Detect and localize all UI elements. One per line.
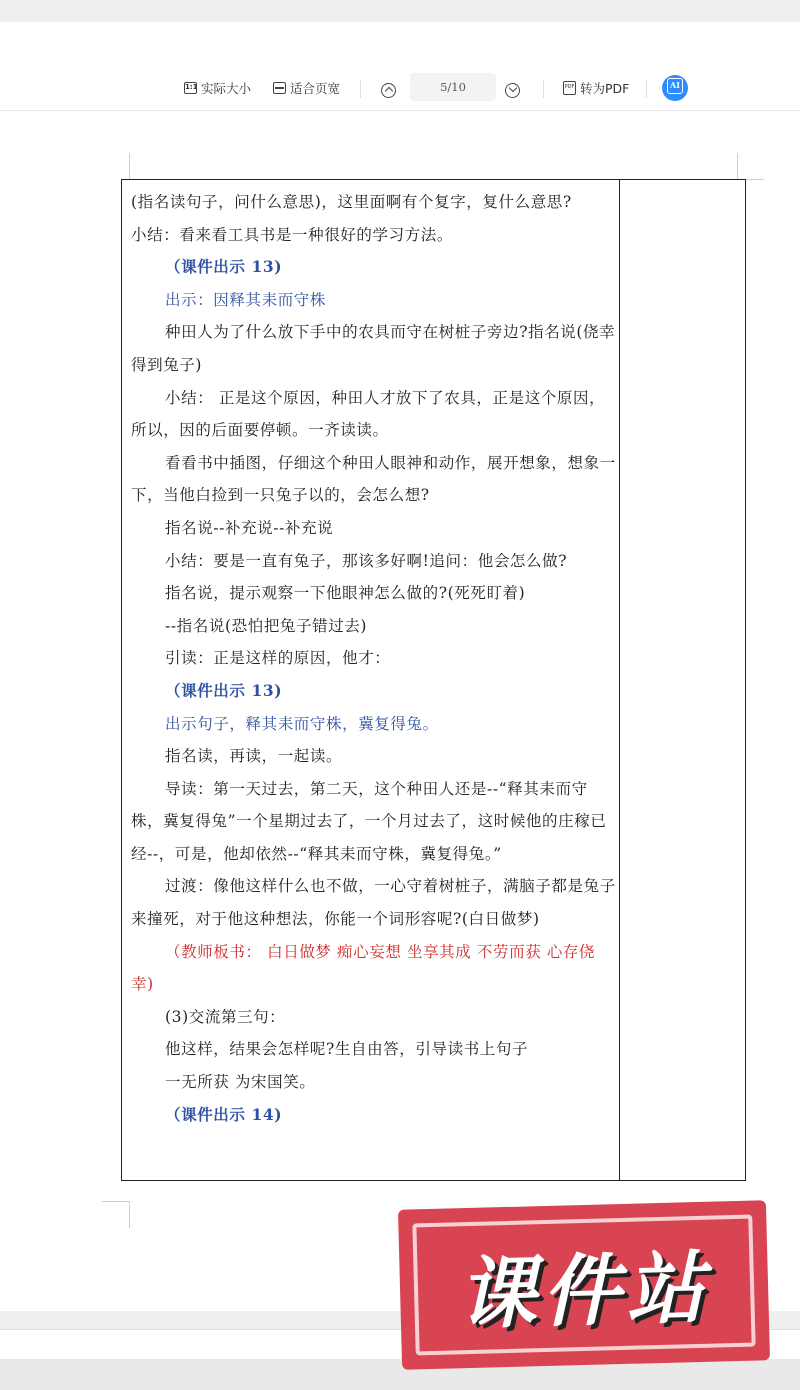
toolbar-divider	[646, 80, 647, 98]
teacher-board-note: （教师板书： 白日做梦 痴心妄想 坐享其成 不劳而获 心存侥幸)	[131, 942, 596, 994]
text-line: 小结：要是一直有兔子，那该多好啊!追问：他会怎么做?	[165, 551, 568, 570]
text-line: 他这样，结果会怎样呢?生自由答，引导读书上句子	[165, 1040, 529, 1059]
chevron-down-icon	[505, 83, 520, 98]
page-number-input[interactable]: 5/10	[410, 73, 496, 101]
tab-strip	[0, 22, 800, 67]
text-line: 指名说--补充说--补充说	[165, 518, 334, 537]
toolbar-divider	[543, 80, 544, 98]
text-line: (指名读句子，问什么意思)，这里面啊有个复字，复什么意思?	[131, 193, 572, 211]
watermark-text: 课件站	[457, 1243, 712, 1341]
page-corner-mark	[129, 1201, 130, 1228]
actual-size-button[interactable]	[184, 78, 251, 98]
text-line: 过渡：像他这样什么也不做，一心守着树桩子，满脑子都是兔子来撞死，对于他这种想法，你能一个词形容呢?(白日做梦)	[131, 877, 616, 929]
toolbar-divider	[360, 80, 361, 98]
lesson-content-cell	[131, 186, 617, 1131]
text-line: 指名读，再读，一起读。	[165, 747, 343, 766]
courseware-heading: （课件出示 14)	[165, 1104, 283, 1124]
ai-assistant-button[interactable]	[662, 75, 688, 101]
page-corner-mark	[737, 153, 738, 179]
courseware-heading: （课件出示 13)	[165, 257, 283, 277]
fit-width-icon	[273, 82, 286, 94]
page-corner-mark	[129, 153, 130, 179]
text-line: (3)交流第三句：	[165, 1007, 286, 1026]
actual-size-label: 实际大小	[201, 81, 252, 96]
chevron-up-icon	[381, 83, 396, 98]
text-line: 种田人为了什么放下手中的农具而守在树桩子旁边?指名说(侥幸得到兔子)	[131, 323, 616, 374]
text-line: 小结：看来看工具书是一种很好的学习方法。	[131, 225, 454, 244]
courseware-heading: （课件出示 13)	[165, 680, 283, 700]
prev-page-button[interactable]	[381, 80, 396, 100]
next-page-button[interactable]	[505, 80, 520, 100]
fit-width-label: 适合页宽	[290, 81, 341, 96]
table-column-divider	[619, 180, 620, 1180]
actual-size-icon: 1:1	[184, 82, 197, 94]
text-line: 引读：正是这样的原因，他才：	[165, 649, 391, 668]
convert-pdf-button[interactable]	[563, 78, 629, 98]
text-line: 看看书中插图，仔细这个种田人眼神和动作，展开想象，想象一下，当他白捡到一只兔子以的，会怎么想?	[131, 453, 616, 505]
taskbar-strip	[0, 1359, 800, 1390]
window-top-bar	[0, 0, 800, 22]
convert-pdf-label: 转为PDF	[580, 81, 630, 96]
text-line: 出示：因释其耒而守株	[165, 290, 327, 309]
text-line: 指名说，提示观察一下他眼神怎么做的?(死死盯着)	[165, 584, 526, 603]
pdf-icon: PDF	[563, 81, 576, 95]
text-line: 一无所获 为宋国笑。	[165, 1073, 316, 1092]
ai-icon: AI	[667, 78, 683, 94]
page-corner-mark	[102, 1201, 129, 1202]
watermark-stamp	[398, 1200, 770, 1370]
text-line: --指名说(恐怕把兔子错过去)	[165, 616, 368, 635]
fit-width-button[interactable]	[273, 78, 340, 98]
lesson-table	[121, 179, 746, 1181]
text-line: 小结： 正是这个原因，种田人才放下了农具，正是这个原因，所以，因的后面要停顿。一齐读读。	[131, 388, 606, 440]
text-line: 出示句子，释其耒而守株，冀复得兔。	[165, 714, 439, 733]
text-line: 导读：第一天过去，第二天，这个种田人还是--“释其耒而守株，冀复得兔”一个星期过去了，一个月过去了，这时候他的庄稼已经--，可是，他却依然--“释其耒而守株，冀复得兔。”	[131, 779, 607, 863]
